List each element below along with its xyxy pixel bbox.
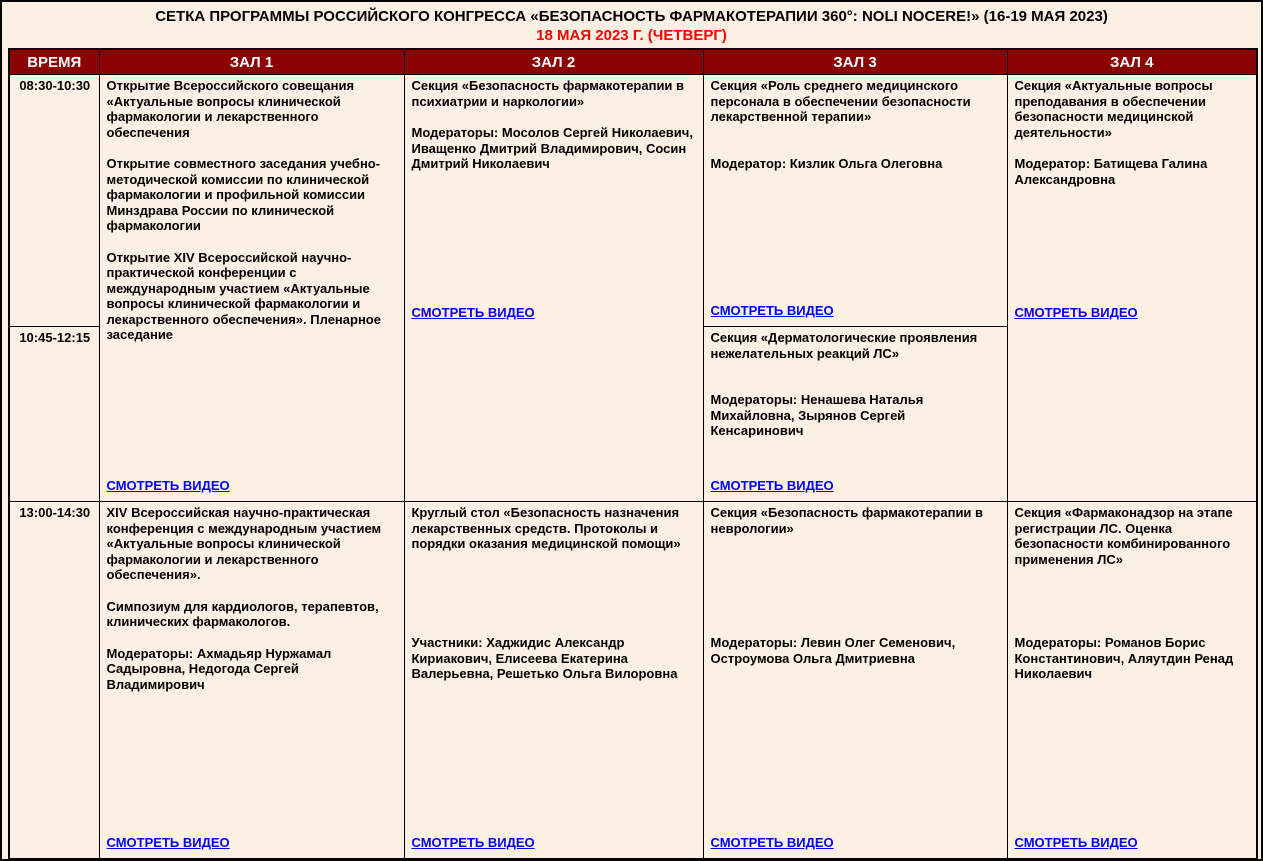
session-cell-hall3-afternoon xyxy=(703,502,1007,859)
session-cell-hall3-midday xyxy=(703,327,1007,502)
time-slot-midday: 10:45-12:15 xyxy=(9,327,99,502)
session-moderators: Модераторы: Левин Олег Семенович, Остроумова Ольга Дмитриевна xyxy=(710,635,956,666)
watch-video-link[interactable]: СМОТРЕТЬ ВИДЕО xyxy=(411,305,535,320)
session-moderators: Модераторы: Мосолов Сергей Николаевич, Иващенко Дмитрий Владимирович, Сосин Дмитрий Николаевич xyxy=(411,125,693,171)
watch-video-link[interactable]: СМОТРЕТЬ ВИДЕО xyxy=(106,834,230,850)
watch-video-link[interactable]: СМОТРЕТЬ ВИДЕО xyxy=(411,834,535,850)
row-afternoon xyxy=(9,502,1257,859)
session-title: Секция «Роль среднего медицинского персонала в обеспечении безопасности лекарственной терапии» xyxy=(710,78,971,124)
time-slot-afternoon: 13:00-14:30 xyxy=(9,502,99,859)
watch-video-link[interactable]: СМОТРЕТЬ ВИДЕО xyxy=(710,477,834,493)
congress-title: СЕТКА ПРОГРАММЫ РОССИЙСКОГО КОНГРЕССА «БЕЗОПАСНОСТЬ ФАРМАКОТЕРАПИИ 360°: NOLI NOCERE!» (16-19 МАЯ 2023) xyxy=(155,8,1108,25)
session-title: Секция «Дерматологические проявления нежелательных реакций ЛС» xyxy=(710,330,978,361)
session-moderators: Модератор: Кизлик Ольга Олеговна xyxy=(710,155,943,171)
header-row xyxy=(9,49,1257,75)
row-morning xyxy=(9,75,1257,327)
session-cell-hall2-afternoon xyxy=(404,502,703,859)
session-title: Открытие XIV Всероссийской научно-практической конференции с международным участием «Актуальные вопросы клинической фармакологии и лекарственного обеспечения». Пленарное заседание xyxy=(106,249,381,342)
session-title: XIV Всероссийская научно-практическая конференция с международным участием «Актуальные вопросы клинической фармакологии и лекарственного обеспечения». xyxy=(106,505,382,582)
session-cell-hall1-afternoon xyxy=(99,502,404,859)
watch-video-link[interactable]: СМОТРЕТЬ ВИДЕО xyxy=(710,834,834,850)
watch-video-link[interactable]: СМОТРЕТЬ ВИДЕО xyxy=(1014,834,1138,850)
session-title: Симпозиум для кардиологов, терапевтов, клинических фармакологов. xyxy=(106,598,379,629)
session-moderators: Модератор: Батищева Галина Александровна xyxy=(1014,156,1208,187)
session-title: Открытие Всероссийского совещания «Актуальные вопросы клинической фармакологии и лекарственного обеспечения xyxy=(106,78,355,140)
session-title: Секция «Безопасность фармакотерапии в неврологии» xyxy=(710,505,984,536)
session-title: Секция «Актуальные вопросы преподавания в обеспечении безопасности медицинской деятельности» xyxy=(1014,78,1213,140)
column-header-hall-3: ЗАЛ 3 xyxy=(703,49,1007,75)
column-header-hall-1: ЗАЛ 1 xyxy=(99,49,404,75)
session-title: Открытие совместного заседания учебно-методической комиссии по клинической фармакологии и профильной комиссии Минздрава России по клинической фармакологии xyxy=(106,156,381,233)
watch-video-link[interactable]: СМОТРЕТЬ ВИДЕО xyxy=(106,477,230,493)
watch-video-link[interactable]: СМОТРЕТЬ ВИДЕО xyxy=(710,302,834,318)
session-cell-hall3-morning xyxy=(703,75,1007,327)
session-moderators: Модераторы: Ненашева Наталья Михайловна, Зырянов Сергей Кенсаринович xyxy=(710,392,924,438)
session-cell-hall1-morning xyxy=(99,75,404,502)
session-participants: Участники: Хаджидис Александр Кириакович, Елисеева Екатерина Валерьевна, Решетько Ольга Вилоровна xyxy=(411,635,678,681)
page-header xyxy=(2,2,1261,44)
session-cell-hall2-morning xyxy=(404,75,703,502)
watch-video-link[interactable]: СМОТРЕТЬ ВИДЕО xyxy=(1014,305,1138,320)
day-subtitle: 18 МАЯ 2023 Г. (ЧЕТВЕРГ) xyxy=(536,27,727,44)
column-header-hall-2: ЗАЛ 2 xyxy=(404,49,703,75)
session-cell-hall4-afternoon xyxy=(1007,502,1257,859)
session-moderators: Модераторы: Романов Борис Константинович, Аляутдин Ренад Николаевич xyxy=(1014,635,1234,681)
session-title: Секция «Фармаконадзор на этапе регистрации ЛС. Оценка безопасности комбинированного применения ЛС» xyxy=(1014,505,1233,567)
session-title: Круглый стол «Безопасность назначения лекарственных средств. Протоколы и порядки оказания медицинской помощи» xyxy=(411,505,681,551)
time-slot-morning: 08:30-10:30 xyxy=(9,75,99,327)
session-moderators: Модераторы: Ахмадьяр Нуржамал Садыровна, Недогода Сергей Владимирович xyxy=(106,645,332,692)
column-header-time: ВРЕМЯ xyxy=(9,49,99,75)
column-header-hall-4: ЗАЛ 4 xyxy=(1007,49,1257,75)
program-grid xyxy=(8,48,1258,861)
session-title: Секция «Безопасность фармакотерапии в психиатрии и наркологии» xyxy=(411,78,685,109)
session-cell-hall4-morning xyxy=(1007,75,1257,502)
